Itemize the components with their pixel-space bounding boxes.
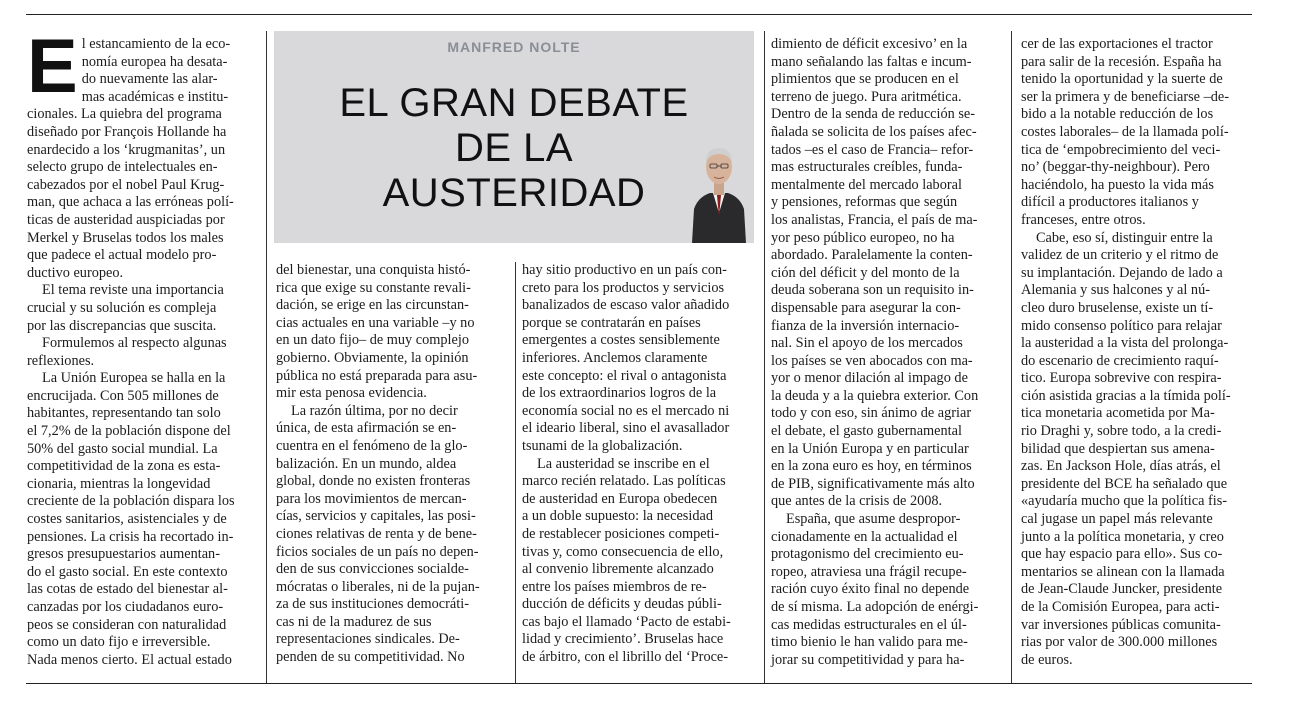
text-line: junto a la política monetaria, y creo xyxy=(1021,528,1224,545)
text-line: plimientos que se producen en el xyxy=(771,71,959,88)
text-line: balización. En un mundo, aldea xyxy=(276,455,457,472)
text-line: dispensable para asegurar la con- xyxy=(771,299,961,316)
text-line: hay sitio productivo en un país con- xyxy=(522,262,727,278)
text-line: Merkel y Bruselas todos los males xyxy=(27,229,224,246)
text-line: de Jean-Claude Juncker, presidente xyxy=(1021,581,1223,598)
text-line: yor peso público europeo, no ha xyxy=(771,229,955,246)
text-line: man, que achaca a las erróneas polí- xyxy=(27,194,234,211)
top-rule xyxy=(26,14,1252,15)
text-line: mentalmente del mercado laboral xyxy=(771,176,962,193)
text-line: do el gasto social. En este contexto xyxy=(27,563,228,580)
text-line: de árbitro, con el librillo del ‘Proce- xyxy=(522,649,729,666)
paragraph xyxy=(276,262,508,403)
text-line: el 7,2% de la población dispone del xyxy=(27,423,231,440)
text-line: tados –es el caso de Francia– refor- xyxy=(771,141,974,158)
text-line: mas académicas e institu- xyxy=(81,88,229,105)
text-line: nal. Sin el apoyo de los mercados xyxy=(771,335,963,352)
text-line: mentarios se alinean con la llamada xyxy=(1021,563,1225,580)
text-line: costes laborales– de la llamada polí- xyxy=(1021,123,1229,140)
text-line: tica monetaria acometida por Ma- xyxy=(1021,405,1215,422)
text-line: tivas y, como consecuencia de ello, xyxy=(522,543,724,560)
text-line: el debate, el gasto gubernamental xyxy=(771,423,962,440)
text-line: protagonismo del crecimiento eu- xyxy=(771,546,964,563)
text-line: cas ni de la madurez de sus xyxy=(276,613,432,630)
paragraph xyxy=(771,36,1002,511)
text-line: que antes de la crisis de 2008. xyxy=(771,493,943,510)
text-line: La Unión Europea se halla en la xyxy=(42,370,226,387)
text-line: en la Unión Europa y en particular xyxy=(771,440,969,457)
text-line: ropeo, atraviesa una frágil recupe- xyxy=(771,563,967,580)
text-line: ración cuyo éxito final no depende xyxy=(771,581,970,598)
text-line: única, de esta afirmación se en- xyxy=(276,420,457,437)
text-line: banalizados de escaso valor añadido xyxy=(522,297,730,314)
text-line: dimiento de déficit excesivo’ en la xyxy=(771,36,968,52)
text-line: Dentro de la senda de reducción se- xyxy=(771,106,976,123)
text-line: ducción de déficits y deudas públi- xyxy=(522,596,722,613)
text-line: difícil a productores italianos y xyxy=(1021,194,1199,211)
text-line: al convenio libremente alcanzado xyxy=(522,561,714,578)
text-line: creto para los productos y servicios xyxy=(522,279,725,296)
text-line: para salir de la recesión. España ha xyxy=(1021,53,1222,70)
text-line: España, que asume despropor- xyxy=(786,511,961,528)
text-line: la deuda y a la quiebra exterior. Con xyxy=(771,387,979,404)
text-line: cuentra en el fenómeno de la glo- xyxy=(276,437,468,454)
text-line: 50% del gasto social mundial. La xyxy=(27,440,218,457)
text-line: do escenario de crecimiento raquí- xyxy=(1021,352,1219,369)
text-line: y pensiones, reformas que según xyxy=(771,194,958,211)
text-line: cal jugase un papel más relevante xyxy=(1021,511,1213,528)
text-line: crucial y su solución es compleja xyxy=(27,299,217,316)
text-line: «ayudaría mucho que la política fis- xyxy=(1021,493,1228,510)
text-line: de sí misma. La adopción de enérgi- xyxy=(771,599,979,615)
text-line: nomía europea ha desata- xyxy=(81,53,228,70)
text-line: yor o menor dilación al impago de xyxy=(771,370,968,387)
text-line: mas estructurales creíbles, funda- xyxy=(771,159,963,176)
text-line: para los movimientos de mercan- xyxy=(276,490,467,507)
article-header xyxy=(274,31,754,243)
column-divider xyxy=(515,262,516,683)
text-line: cer de las exportaciones el tractor xyxy=(1021,36,1213,52)
text-line: gresos presupuestarios aumentan- xyxy=(27,546,220,563)
text-line: La razón última, por no decir xyxy=(291,402,458,419)
text-line: cas bajo el llamado ‘Pacto de estabi- xyxy=(522,613,731,630)
paragraph xyxy=(27,370,257,669)
text-line: validez de un criterio y el ritmo de xyxy=(1021,247,1219,264)
text-line: ción asistida gracias a la tímida polí- xyxy=(1021,387,1231,404)
text-line: fianza de la inversión internacio- xyxy=(771,317,960,334)
paragraph xyxy=(522,262,754,456)
text-line: bilidad que despiertan sus amena- xyxy=(1021,440,1215,457)
headline-line: EL GRAN DEBATE xyxy=(339,81,689,125)
text-line: den de sus convicciones socialde- xyxy=(276,561,469,578)
text-line: emergentes a costes sensiblemente xyxy=(522,332,720,349)
text-line: por las discrepancias que suscita. xyxy=(27,317,217,334)
text-line: bido a la notable reducción de los xyxy=(1021,106,1214,123)
text-line: timo bienio le han valido para me- xyxy=(771,634,968,651)
text-line: las cotas de estado del bienestar al- xyxy=(27,581,228,598)
text-line: los países se ven abocados con ma- xyxy=(771,352,973,369)
text-line: cas medidas estructurales en el úl- xyxy=(771,616,967,633)
text-line: rica que exige su constante revali- xyxy=(276,279,471,296)
text-line: La austeridad se inscribe en el xyxy=(537,455,710,472)
text-line: jorar su competitividad y para ha- xyxy=(771,651,965,668)
paragraph xyxy=(27,335,257,370)
text-line: encrucijada. Con 505 millones de xyxy=(27,387,219,404)
headline-line: AUSTERIDAD xyxy=(382,171,646,215)
text-line: ñalada se solicita de los países afec- xyxy=(771,123,977,140)
text-line: terreno de juego. Pura aritmética. xyxy=(771,88,962,105)
paragraph xyxy=(27,282,257,335)
text-line: porque se contratarán en países xyxy=(522,314,701,331)
author-byline: MANFRED NOLTE xyxy=(447,39,581,55)
text-line: cionales. La quiebra del programa xyxy=(27,106,222,123)
text-line: mir esta penosa evidencia. xyxy=(276,385,427,402)
bottom-rule xyxy=(26,683,1252,684)
text-line: cias actuales en una variable –y no xyxy=(276,314,475,331)
text-line: ticas de austeridad auspiciadas por xyxy=(27,211,225,228)
author-portrait xyxy=(688,137,750,243)
paragraph xyxy=(1021,230,1251,670)
column-divider xyxy=(266,31,267,683)
text-line: que padece el actual modelo pro- xyxy=(27,247,217,264)
text-line: su implantación. Dejando de lado a xyxy=(1021,264,1223,281)
text-line: representaciones sindicales. De- xyxy=(276,631,460,648)
text-line: mido consenso político para relajar xyxy=(1021,317,1222,334)
text-line: zas. En Jackson Hole, días atrás, el xyxy=(1021,458,1221,475)
text-line: pensiones. La crisis ha recortado in- xyxy=(27,528,234,545)
text-line: creciente de la población dispara los xyxy=(27,493,235,510)
text-line: de austeridad en Europa obedecen xyxy=(522,490,718,507)
headline-line: DE LA xyxy=(454,126,574,170)
text-line: competitividad de la zona es esta- xyxy=(27,458,221,475)
text-line: en la zona euro es hoy, en términos xyxy=(771,458,972,475)
text-line: enardecido a los ‘krugmanitas’, un xyxy=(27,141,226,158)
text-line: marco recién relatado. Las políticas xyxy=(522,473,726,490)
text-line: franceses, entre otros. xyxy=(1021,211,1146,228)
text-line: de restablecer posiciones competi- xyxy=(522,525,720,542)
text-line: penden de su competitividad. No xyxy=(276,649,465,666)
text-line: presidente del BCE ha señalado que xyxy=(1021,475,1228,492)
text-line: cías, servicios y capitales, las posi- xyxy=(276,508,476,525)
text-line: El tema reviste una importancia xyxy=(42,282,224,299)
text-line: la austeridad a la vista del prolonga- xyxy=(1021,335,1229,352)
text-line: lidad y crecimiento’. Bruselas hace xyxy=(522,631,724,648)
text-line: del bienestar, una conquista histó- xyxy=(276,262,471,278)
text-line: do nuevamente las alar- xyxy=(81,71,218,88)
text-line: no’ (beggar-thy-neighbour). Pero xyxy=(1021,159,1210,176)
text-line: inferiores. Anclemos claramente xyxy=(522,349,708,366)
text-line: en un dato fijo– de muy complejo xyxy=(276,332,469,349)
text-line: Cabe, eso sí, distinguir entre la xyxy=(1036,229,1213,246)
text-line: a un doble supuesto: la necesidad xyxy=(522,508,713,525)
text-line: diseñado por François Hollande ha xyxy=(27,123,227,140)
text-line: dación, se erige en las circunstan- xyxy=(276,297,469,314)
text-line: que hay espacio para ello». Sus co- xyxy=(1021,546,1223,563)
text-line: l estancamiento de la eco- xyxy=(81,36,231,52)
text-line: de euros. xyxy=(1021,651,1073,668)
text-line: de la Comisión Europea, para acti- xyxy=(1021,599,1220,615)
article-column-2 xyxy=(276,262,508,667)
text-line: Alemania y sus halcones y al nú- xyxy=(1021,282,1210,299)
paragraph xyxy=(1021,36,1251,230)
text-line: los analistas, Francia, el país de ma- xyxy=(771,211,978,228)
text-line: este concepto: el rival o antagonista xyxy=(522,367,727,384)
text-line: gobierno. Obviamente, la opinión xyxy=(276,349,469,366)
paragraph xyxy=(27,24,257,282)
column-divider xyxy=(1011,31,1012,683)
text-line: global, donde no existen fronteras xyxy=(276,473,471,490)
text-line: pública no está preparada para asu- xyxy=(276,367,478,384)
text-line: de PIB, significativamente más alto xyxy=(771,475,975,492)
text-line: ser la primera y de beneficiarse –de- xyxy=(1021,88,1229,105)
text-line: habitantes, representando tan solo xyxy=(27,405,221,422)
text-line: de los extraordinarios logros de la xyxy=(522,385,717,402)
headline xyxy=(274,81,754,216)
text-line: tica de ‘empobrecimiento del veci- xyxy=(1021,141,1221,158)
text-line: za de sus instituciones democráti- xyxy=(276,596,469,613)
text-line: canzadas por los ciudadanos euro- xyxy=(27,599,224,615)
text-line: mano señalando las faltas e incum- xyxy=(771,53,972,70)
text-line: rias por valor de 300.000 millones xyxy=(1021,634,1218,651)
text-line: peos se consideran con naturalidad xyxy=(27,616,227,633)
text-line: cionaria, mientras la longevidad xyxy=(27,475,211,492)
text-line: todo y con eso, sin ánimo de agriar xyxy=(771,405,972,422)
text-line: reflexiones. xyxy=(27,352,95,369)
text-line: tenido la oportunidad y la suerte de xyxy=(1021,71,1223,88)
drop-cap: E xyxy=(27,24,78,109)
text-line: abordado. Paralelamente la conten- xyxy=(771,247,973,264)
text-line: var inversiones públicas comunita- xyxy=(1021,616,1221,633)
article-column-3 xyxy=(522,262,754,667)
text-line: ción del déficit y del monto de la xyxy=(771,264,960,281)
text-line: ductivo europeo. xyxy=(27,264,124,281)
text-line: tico. Europa sobrevive con respira- xyxy=(1021,370,1222,387)
paragraph xyxy=(276,403,508,667)
article-column-4 xyxy=(771,36,1002,669)
text-line: como un dato fijo e irreversible. xyxy=(27,634,211,651)
text-line: Formulemos al respecto algunas xyxy=(42,335,227,352)
text-line: cionadamente en la actualidad el xyxy=(771,528,958,545)
text-line: el ideario liberal, sino el avasallador xyxy=(522,420,730,437)
paragraph xyxy=(771,511,1002,669)
text-line: cleo duro bruselense, existe un tí- xyxy=(1021,299,1214,316)
text-line: Nada menos cierto. El actual estado xyxy=(27,651,232,668)
text-line: entre los países miembros de re- xyxy=(522,578,707,595)
text-line: deuda soberana son un requisito in- xyxy=(771,282,974,299)
text-line: tsunami de la globalización. xyxy=(522,437,683,454)
text-line: economía social no es el mercado ni xyxy=(522,402,730,419)
text-line: cabezados por el nobel Paul Krug- xyxy=(27,176,225,193)
text-line: selecto grupo de intelectuales en- xyxy=(27,159,218,176)
text-line: haciéndolo, ha puesto la vida más xyxy=(1021,176,1214,193)
text-line: mócratas o liberales, ni de la pujan- xyxy=(276,578,480,595)
article-column-5 xyxy=(1021,36,1251,669)
paragraph xyxy=(522,456,754,667)
text-line: ciones relativas de renta y de bene- xyxy=(276,525,477,542)
text-line: costes sanitarios, asistenciales y de xyxy=(27,511,227,528)
text-line: rio Draghi y, sobre todo, a la credi- xyxy=(1021,423,1222,440)
text-line: ficios sociales de un país no depen- xyxy=(276,543,479,560)
column-divider xyxy=(764,31,765,683)
article-column-1 xyxy=(27,24,257,669)
